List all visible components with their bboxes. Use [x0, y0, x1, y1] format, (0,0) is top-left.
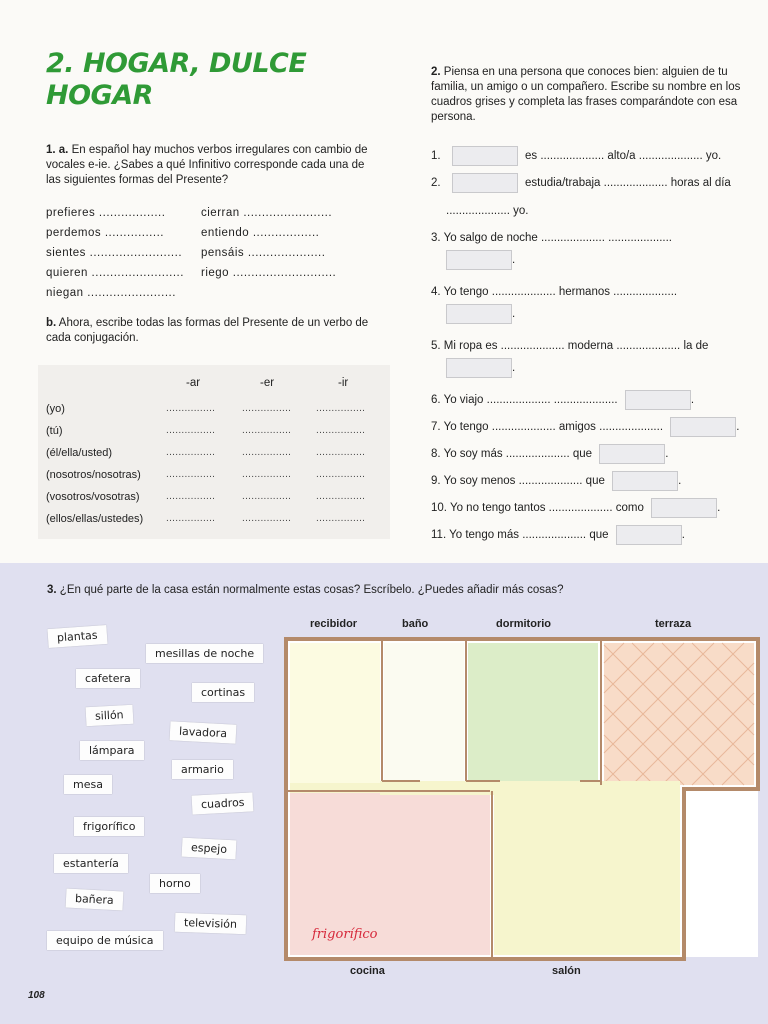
room-label-recibidor: recibidor	[310, 618, 358, 630]
verb-form[interactable]: niegan ........................	[46, 287, 176, 299]
room-terraza[interactable]	[604, 643, 754, 785]
item-tag[interactable]: bañera	[66, 889, 124, 911]
blank-cell[interactable]: ................	[242, 403, 292, 414]
name-box[interactable]	[599, 444, 665, 464]
item-text: 11. Yo tengo más .................... que	[431, 529, 609, 542]
comparison-item-4: 4. Yo tengo .................... hermanos ....................	[431, 286, 678, 298]
comparison-item-11	[431, 525, 685, 545]
name-box[interactable]	[446, 304, 512, 324]
period: .	[665, 448, 669, 461]
item-text: 8. Yo soy más .................... que	[431, 448, 593, 461]
name-box[interactable]	[452, 146, 518, 166]
person-label: (él/ella/usted)	[46, 447, 113, 459]
exercise-number: 1. a.	[46, 144, 69, 156]
period: .	[690, 394, 695, 407]
exercise-3-instructions	[47, 583, 747, 598]
exercise-1a-instructions	[46, 143, 376, 188]
verb-form[interactable]: cierran ........................	[201, 207, 333, 219]
comparison-item-1	[431, 146, 721, 166]
item-tag[interactable]: cafetera	[76, 669, 140, 688]
verb-form[interactable]: prefieres ..................	[46, 207, 166, 219]
comparison-item-9	[431, 471, 681, 491]
comparison-item-2-cont: .................... yo.	[446, 205, 529, 217]
hallway	[380, 781, 680, 795]
exercise-1b-instructions	[46, 316, 376, 346]
comparison-item-3: 3. Yo salgo de noche .................... ....................	[431, 232, 672, 244]
item-tag[interactable]: equipo de música	[47, 931, 163, 950]
conjugation-table	[38, 365, 390, 539]
item-tag[interactable]: mesa	[64, 775, 112, 794]
item-tag[interactable]: horno	[150, 874, 200, 893]
item-tag[interactable]: estantería	[54, 854, 128, 873]
person-label: (vosotros/vosotras)	[46, 491, 140, 503]
item-tag[interactable]: mesillas de noche	[146, 644, 263, 663]
item-text: 10. Yo no tengo tantos .................... como	[431, 502, 644, 515]
blank-cell[interactable]: ................	[166, 425, 216, 436]
column-header-ir: -ir	[338, 377, 349, 389]
exercise-number: 2.	[431, 66, 441, 78]
verb-form[interactable]: quieren .........................	[46, 267, 184, 279]
room-label-bano: baño	[402, 618, 429, 630]
comparison-item-4-box: .	[446, 304, 515, 324]
blank-cell[interactable]: ................	[166, 469, 216, 480]
item-text: 6. Yo viajo .................... ....................	[431, 394, 618, 407]
item-tag[interactable]: cortinas	[192, 683, 254, 702]
name-box[interactable]	[651, 498, 717, 518]
blank-cell[interactable]: ................	[166, 491, 216, 502]
handwritten-answer: frigorífico	[312, 927, 378, 942]
room-dormitorio[interactable]	[468, 643, 598, 781]
verb-forms-left	[46, 203, 184, 303]
name-box[interactable]	[670, 417, 736, 437]
comparison-item-5: 5. Mi ropa es .................... moderna .................... la de	[431, 340, 709, 352]
exercise-number: 3.	[47, 584, 57, 596]
comparison-item-5-box: .	[446, 358, 515, 378]
blank-cell[interactable]: ................	[242, 491, 292, 502]
exercise-text: Ahora, escribe todas las formas del Presente de un verbo de cada conjugación.	[46, 317, 369, 344]
person-label: (nosotros/nosotras)	[46, 469, 141, 481]
blank-cell[interactable]: ................	[316, 513, 366, 524]
item-tag[interactable]: frigorífico	[74, 817, 144, 836]
period: .	[736, 421, 740, 434]
exercise-3-section	[0, 563, 768, 1024]
name-box[interactable]	[446, 358, 512, 378]
exercise-text: Piensa en una persona que conoces bien: alguien de tu familia, un amigo o un compañero. Escribe su nombre en los cuadros grises y completa las frases comparándote con esa persona.	[431, 66, 741, 123]
room-label-dormitorio: dormitorio	[496, 618, 551, 630]
verb-form[interactable]: sientes .........................	[46, 247, 183, 259]
blank-cell[interactable]: ................	[242, 513, 292, 524]
item-text: es .................... alto/a .................... yo.	[525, 150, 722, 163]
person-label: (ellos/ellas/ustedes)	[46, 513, 144, 525]
exercise-number: b.	[46, 317, 57, 329]
blank-cell[interactable]: ................	[316, 491, 366, 502]
blank-cell[interactable]: ................	[316, 425, 366, 436]
verb-forms-right	[201, 203, 336, 283]
name-box[interactable]	[625, 390, 691, 410]
person-label: (tú)	[46, 425, 63, 437]
item-tag[interactable]: armario	[172, 760, 233, 779]
item-number: 1.	[431, 150, 441, 163]
page-title: 2. HOGAR, DULCE HOGAR	[46, 48, 307, 111]
item-text: 9. Yo soy menos .................... que	[431, 475, 605, 488]
item-text: estudia/trabaja .................... horas al día	[525, 177, 731, 190]
item-tag[interactable]: plantas	[47, 625, 107, 648]
room-label-cocina: cocina	[350, 965, 385, 977]
verb-form[interactable]: riego ............................	[201, 267, 337, 279]
period: .	[717, 502, 721, 515]
comparison-item-7	[431, 417, 739, 437]
period: .	[678, 475, 682, 488]
item-tag[interactable]: televisión	[175, 913, 247, 934]
verb-form[interactable]: pensáis .....................	[201, 247, 326, 259]
blank-cell[interactable]: ................	[166, 403, 216, 414]
name-box[interactable]	[446, 250, 512, 270]
verb-form[interactable]: perdemos ................	[46, 227, 164, 239]
blank-cell[interactable]: ................	[242, 425, 292, 436]
name-box[interactable]	[612, 471, 678, 491]
room-bano[interactable]	[384, 643, 464, 781]
exercise-text: ¿En qué parte de la casa están normalmente estas cosas? Escríbelo. ¿Puedes añadir más cosas?	[59, 584, 564, 596]
blank-cell[interactable]: ................	[316, 447, 366, 458]
blank-cell[interactable]: ................	[242, 447, 292, 458]
floor-plan	[280, 633, 768, 963]
blank-cell[interactable]: ................	[242, 469, 292, 480]
item-tag[interactable]: lavadora	[170, 721, 237, 743]
comparison-item-3-box: .	[446, 250, 515, 270]
comparison-item-2	[431, 173, 731, 193]
room-label-salon: salón	[552, 965, 581, 977]
page-number: 108	[28, 990, 45, 1001]
column-header-ar: -ar	[186, 377, 201, 389]
blank-cell[interactable]: ................	[316, 403, 366, 414]
comparison-item-6	[431, 390, 694, 410]
person-label: (yo)	[46, 403, 65, 415]
item-text: 7. Yo tengo .................... amigos ....................	[431, 421, 664, 434]
column-header-er: -er	[260, 377, 275, 389]
comparison-item-8	[431, 444, 669, 464]
blank-cell[interactable]: ................	[166, 513, 216, 524]
name-box[interactable]	[452, 173, 518, 193]
item-tag[interactable]: lámpara	[80, 741, 144, 760]
comparison-item-10	[431, 498, 720, 518]
item-number: 2.	[431, 177, 441, 190]
blank-cell[interactable]: ................	[316, 469, 366, 480]
item-tag[interactable]: espejo	[182, 838, 237, 860]
exercise-text: En español hay muchos verbos irregulares con cambio de vocales e-ie. ¿Sabes a qué Infinitivo corresponde cada una de las siguientes formas del Presente?	[46, 144, 368, 186]
verb-form[interactable]: entiendo ..................	[201, 227, 320, 239]
name-box[interactable]	[616, 525, 682, 545]
room-recibidor[interactable]	[290, 643, 380, 793]
blank-cell[interactable]: ................	[166, 447, 216, 458]
room-label-terraza: terraza	[655, 618, 692, 630]
item-tag[interactable]: sillón	[86, 705, 134, 726]
item-tag[interactable]: cuadros	[192, 792, 254, 814]
exercise-2-instructions	[431, 65, 763, 125]
period: .	[681, 529, 685, 542]
